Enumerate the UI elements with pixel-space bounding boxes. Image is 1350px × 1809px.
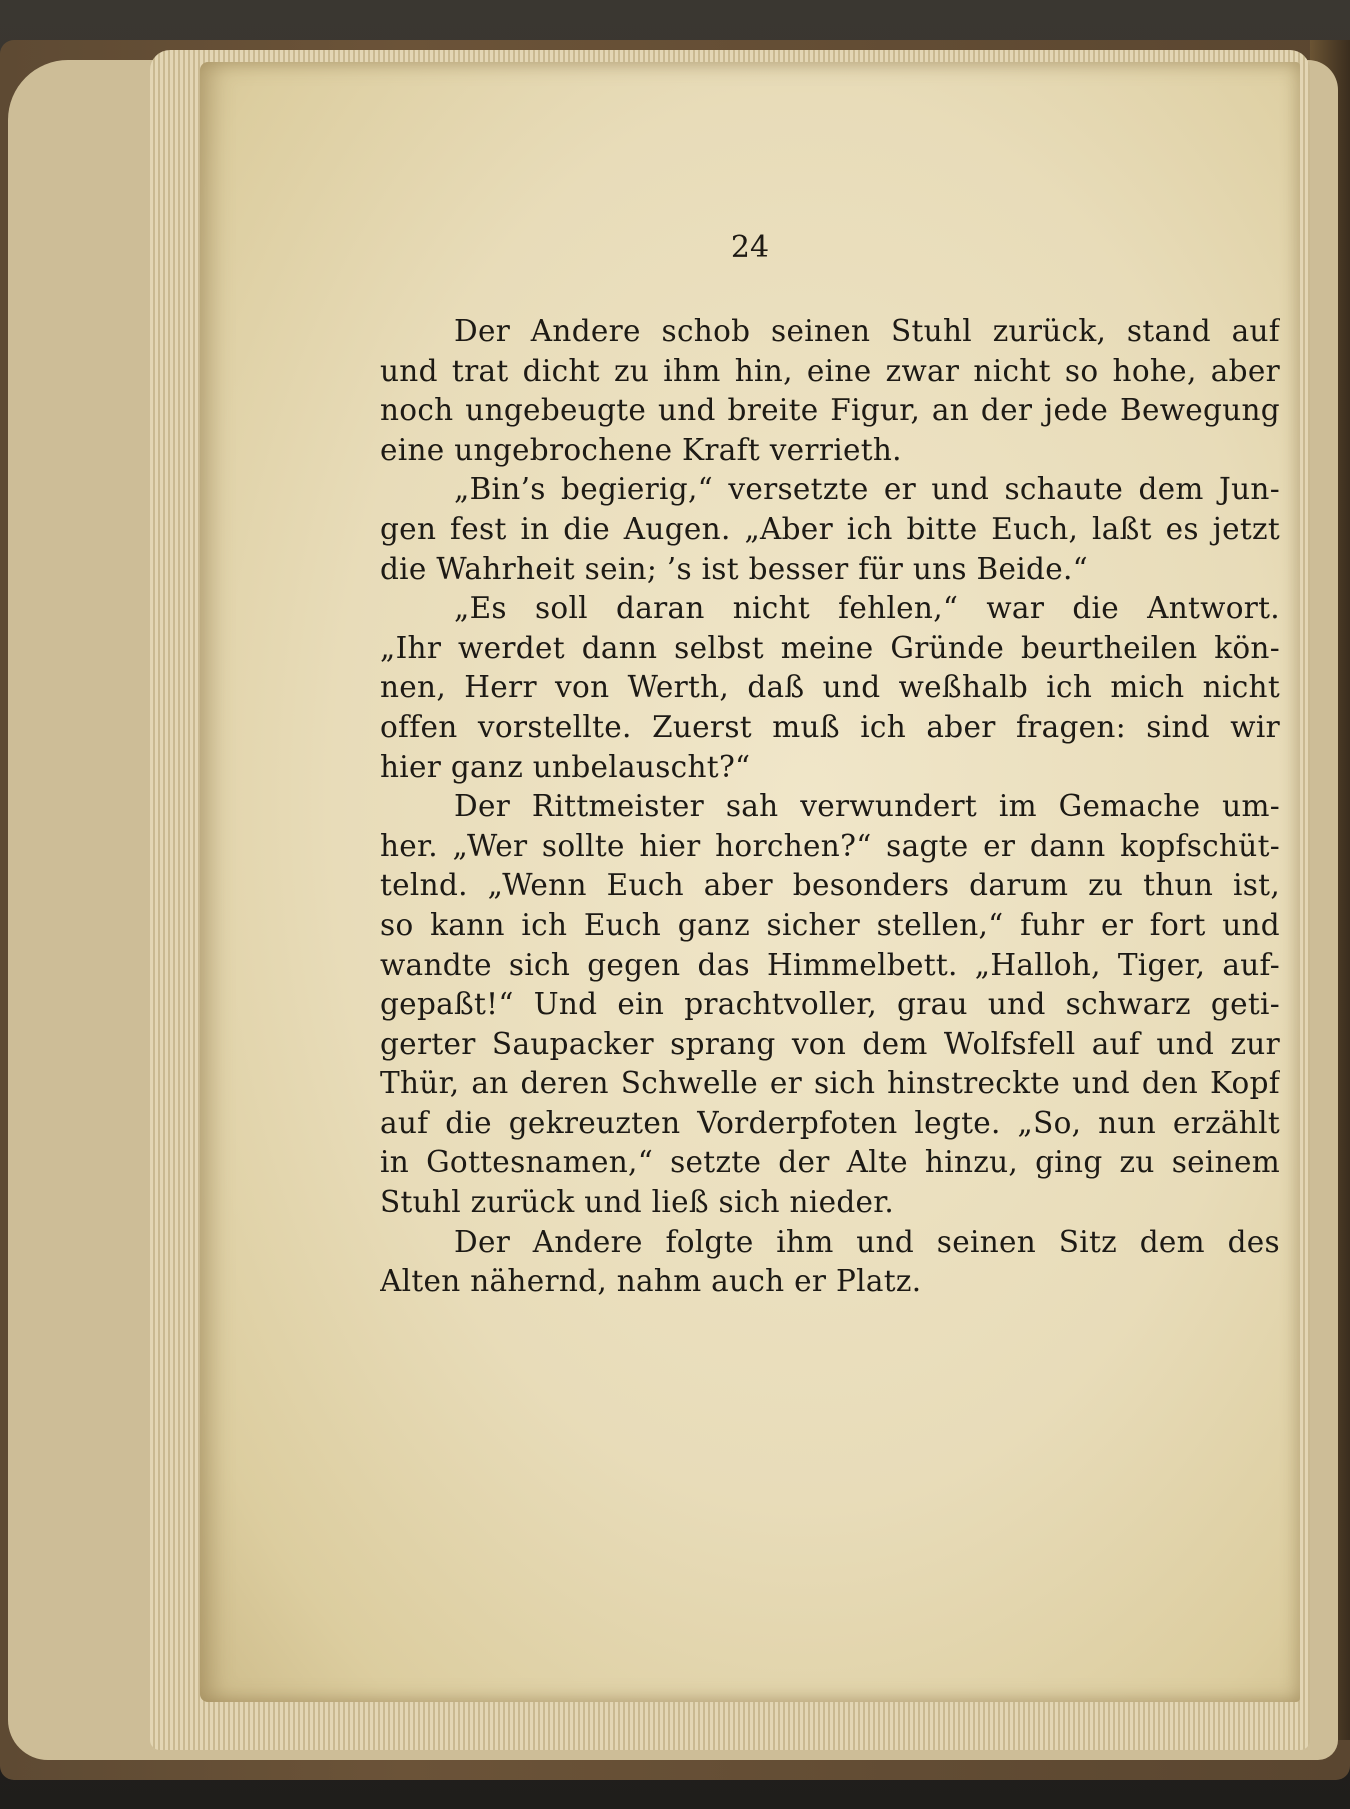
text-line: nen, Herr von Werth, daß und weßhalb ich mich nicht [380,670,1280,705]
text-line: Der Andere schob seinen Stuhl zurück, stand auf [454,314,1280,348]
text-line: eine ungebrochene Kraft verrieth. [380,432,902,467]
text-line: gepaßt!“ Und ein prachtvoller, grau und schwarz geti- [380,987,1280,1022]
text-line: so kann ich Euch ganz sicher stellen,“ fuhr er fort und [380,907,1280,942]
text-line: in Gottesnamen,“ setzte der Alte hinzu, ging zu seinem [380,1145,1280,1180]
text-line: noch ungebeugte und breite Figur, an der jede Bewegung [380,393,1280,428]
text-line: hier ganz unbelauscht?“ [380,749,751,784]
text-line: Thür, an deren Schwelle er sich hinstreckte und den Kopf [380,1066,1280,1101]
text-line: Alten nähernd, nahm auch er Platz. [380,1264,922,1299]
text-line: „Es soll daran nicht fehlen,“ war die Antwort. [454,591,1280,626]
text-line: und trat dicht zu ihm hin, eine zwar nicht so hohe, aber [380,353,1280,388]
book-page [200,62,1300,1702]
text-line: die Wahrheit sein; ’s ist besser für uns Beide.“ [380,551,1089,586]
page-number: 24 [730,230,770,265]
text-line: auf die gekreuzten Vorderpfoten legte. „So, nun erzählt [380,1105,1280,1140]
text-line: „Ihr werdet dann selbst meine Gründe beurtheilen kön- [380,630,1280,665]
body-text [380,312,1280,1302]
text-line: Stuhl zurück und ließ sich nieder. [380,1185,895,1220]
text-line: telnd. „Wenn Euch aber besonders darum zu thun ist, [380,868,1280,903]
text-line: Der Andere folgte ihm und seinen Sitz dem des [454,1224,1280,1259]
text-line: „Bin’s begierig,“ versetzte er und schaute dem Jun- [454,472,1280,507]
text-line: Der Rittmeister sah verwundert im Gemache um- [454,789,1280,824]
text-line: wandte sich gegen das Himmelbett. „Halloh, Tiger, auf- [380,947,1280,982]
text-line: gen fest in die Augen. „Aber ich bitte Euch, laßt es jetzt [380,511,1280,546]
text-line: her. „Wer sollte hier horchen?“ sagte er dann kopfschüt- [380,828,1280,863]
text-line: offen vorstellte. Zuerst muß ich aber fragen: sind wir [380,709,1280,744]
text-line: gerter Saupacker sprang von dem Wolfsfell auf und zur [380,1026,1280,1061]
